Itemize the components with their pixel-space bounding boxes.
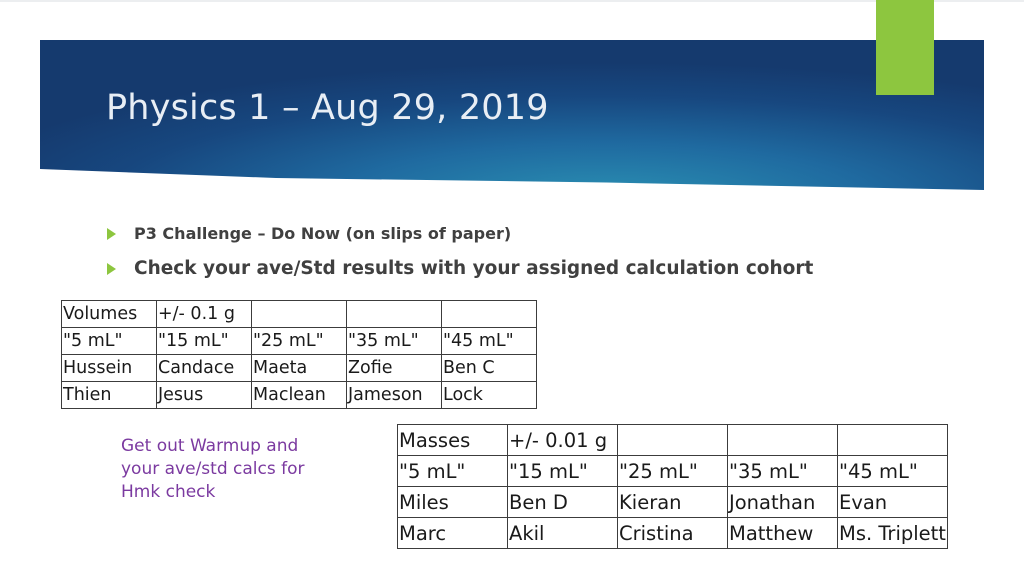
table-row xyxy=(398,456,948,487)
table-cell: Ben D xyxy=(508,487,618,518)
table-cell: "5 mL" xyxy=(398,456,508,487)
table-cell xyxy=(728,425,838,456)
table-row xyxy=(62,301,537,328)
bullet-text: P3 Challenge – Do Now (on slips of paper) xyxy=(134,224,512,243)
table-cell: +/- 0.01 g xyxy=(508,425,618,456)
table-cell: Maeta xyxy=(252,355,347,382)
table-cell: Maclean xyxy=(252,382,347,409)
table-cell: Hussein xyxy=(62,355,157,382)
table-cell: Jesus xyxy=(157,382,252,409)
bullet-arrow-icon xyxy=(107,263,116,275)
accent-bar xyxy=(876,0,934,95)
table-cell: "45 mL" xyxy=(442,328,537,355)
table-cell: Ben C xyxy=(442,355,537,382)
bullet-text: Check your ave/Std results with your assigned calculation cohort xyxy=(134,258,814,279)
table-cell: Marc xyxy=(398,518,508,549)
table-cell: "35 mL" xyxy=(728,456,838,487)
table-row xyxy=(62,382,537,409)
top-rule xyxy=(0,0,1024,2)
table-cell: Matthew xyxy=(728,518,838,549)
masses-table xyxy=(397,424,948,549)
table-cell xyxy=(347,301,442,328)
table-cell: Thien xyxy=(62,382,157,409)
table-cell: Jonathan xyxy=(728,487,838,518)
reminder-note: Get out Warmup and your ave/std calcs for Hmk check xyxy=(121,436,305,502)
table-row xyxy=(398,518,948,549)
table-cell xyxy=(618,425,728,456)
table-cell: "15 mL" xyxy=(508,456,618,487)
table-cell xyxy=(252,301,347,328)
table-cell: "15 mL" xyxy=(157,328,252,355)
table-row xyxy=(398,425,948,456)
table-cell: Masses xyxy=(398,425,508,456)
table-row xyxy=(62,355,537,382)
table-cell: Akil xyxy=(508,518,618,549)
table-cell: "25 mL" xyxy=(252,328,347,355)
table-cell: Ms. Triplett xyxy=(838,518,948,549)
table-cell: +/- 0.1 g xyxy=(157,301,252,328)
table-cell: "25 mL" xyxy=(618,456,728,487)
bullet-do-now xyxy=(107,224,511,243)
table-cell: "5 mL" xyxy=(62,328,157,355)
table-cell xyxy=(838,425,948,456)
table-cell: Lock xyxy=(442,382,537,409)
table-cell: Evan xyxy=(838,487,948,518)
volumes-table xyxy=(61,300,537,409)
table-cell: Cristina xyxy=(618,518,728,549)
table-cell: Volumes xyxy=(62,301,157,328)
bullet-arrow-icon xyxy=(107,228,116,240)
table-cell: Kieran xyxy=(618,487,728,518)
table-cell: Candace xyxy=(157,355,252,382)
table-row xyxy=(398,487,948,518)
bullet-check-results xyxy=(107,258,813,279)
table-cell: Zofie xyxy=(347,355,442,382)
table-cell: "35 mL" xyxy=(347,328,442,355)
table-cell xyxy=(442,301,537,328)
table-cell: "45 mL" xyxy=(838,456,948,487)
table-row xyxy=(62,328,537,355)
slide-title: Physics 1 – Aug 29, 2019 xyxy=(106,88,549,128)
table-cell: Miles xyxy=(398,487,508,518)
table-cell: Jameson xyxy=(347,382,442,409)
